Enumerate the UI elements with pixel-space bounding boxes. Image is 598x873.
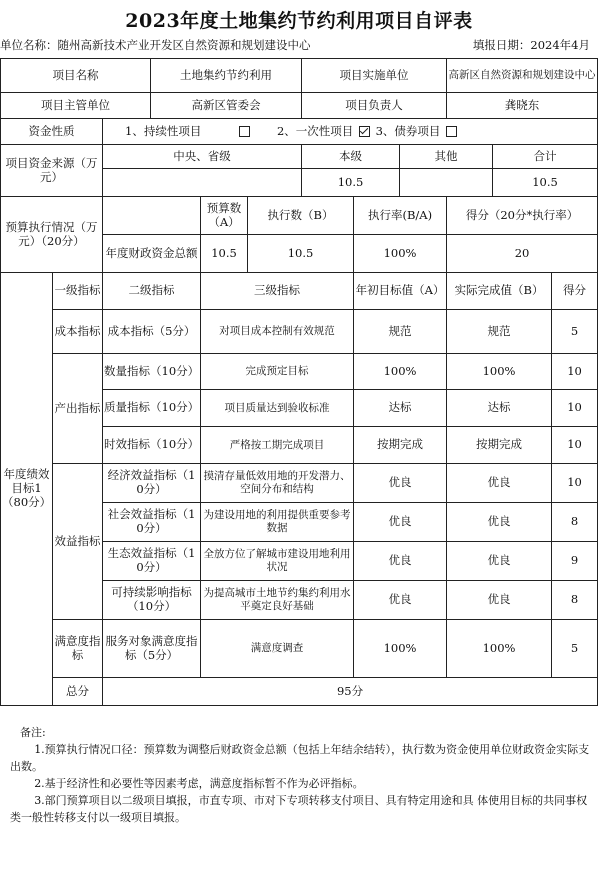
fill-date: [473, 37, 590, 53]
target-cell: 100%: [354, 354, 447, 390]
l2-cell: 可持续影响指标（10分）: [103, 581, 201, 620]
l1-benefit: 效益指标: [53, 464, 103, 620]
l3-cell: 摸清存量低效用地的开发潜力、空间分布和结构: [201, 464, 354, 503]
h-l1: 一级指标: [53, 273, 103, 310]
unit-name: [0, 37, 311, 53]
score-cell: 10: [552, 427, 598, 464]
l3-cell: 为提高城市土地节约集约利用水平奠定良好基础: [201, 581, 354, 620]
l3-cell: 全放方位了解城市建设用地利用状况: [201, 542, 354, 581]
l2-cell: 服务对象满意度指标（5分）: [103, 620, 201, 678]
owner-label: 项目负责人: [302, 93, 447, 119]
notes: [10, 724, 590, 826]
project-name-value: 土地集约节约利用: [151, 59, 302, 93]
h-l3: 三级指标: [201, 273, 354, 310]
score-cell: 10: [552, 390, 598, 427]
continuous-checkbox[interactable]: [239, 126, 250, 137]
target-cell: 优良: [354, 503, 447, 542]
val-central: [103, 169, 302, 197]
note-1: 1.预算执行情况口径：预算数为调整后财政资金总额（包括上年结余结转），执行数为资金使用单位财政资金实际支出数。: [10, 743, 590, 774]
fund-nature-label: 资金性质: [1, 119, 103, 145]
budget-corner: [103, 197, 201, 235]
page-title: 2023年度土地集约节约利用项目自评表: [125, 10, 473, 32]
note-3: 3.部门预算项目以二级项目填报，市直专项、市对下专项转移支付项目、具有特定用途和具 体使用目标的共同事权类一般性转移支付以一级项目填报。: [10, 794, 588, 825]
h-budget: 预算数（A）: [201, 197, 248, 235]
l2-cell: 质量指标（10分）: [103, 390, 201, 427]
target-cell: 优良: [354, 581, 447, 620]
val-total: 10.5: [493, 169, 598, 197]
h-target: 年初目标值（A）: [354, 273, 447, 310]
evaluation-table: [0, 58, 598, 706]
dept-value: 高新区管委会: [151, 93, 302, 119]
val-local: 10.5: [302, 169, 400, 197]
l3-cell: 严格按工期完成项目: [201, 427, 354, 464]
score-cell: 5: [552, 620, 598, 678]
fund-source-label: 项目资金来源（万元）: [1, 145, 103, 197]
score-cell: 9: [552, 542, 598, 581]
col-central: 中央、省级: [103, 145, 302, 169]
option-continuous: 1、持续性项目: [125, 123, 202, 138]
l3-cell: 为建设用地的利用提供重要参考数据: [201, 503, 354, 542]
project-name-label: 项目名称: [1, 59, 151, 93]
unit-value: 随州高新技术产业开发区自然资源和规划建设中心: [57, 38, 311, 52]
col-local: 本级: [302, 145, 400, 169]
actual-cell: 达标: [447, 390, 552, 427]
actual-cell: 规范: [447, 310, 552, 354]
l2-cell: 数量指标（10分）: [103, 354, 201, 390]
fund-nature-options: [103, 119, 598, 145]
target-cell: 优良: [354, 542, 447, 581]
target-cell: 按期完成: [354, 427, 447, 464]
table-row: [1, 310, 598, 354]
v-exec: 10.5: [248, 235, 354, 273]
val-other: [400, 169, 493, 197]
h-l2: 二级指标: [103, 273, 201, 310]
v-budget: 10.5: [201, 235, 248, 273]
target-cell: 优良: [354, 464, 447, 503]
date-label: 填报日期：: [472, 38, 531, 52]
dept-label: 项目主管单位: [1, 93, 151, 119]
l3-cell: 完成预定目标: [201, 354, 354, 390]
v-rate: 100%: [354, 235, 447, 273]
impl-unit-value: 高新区自然资源和规划建设中心: [447, 59, 598, 93]
score-cell: 8: [552, 581, 598, 620]
score-cell: 8: [552, 503, 598, 542]
table-row: [1, 620, 598, 678]
l2-cell: 社会效益指标（10分）: [103, 503, 201, 542]
l2-cell: 成本指标（5分）: [103, 310, 201, 354]
actual-cell: 优良: [447, 542, 552, 581]
budget-label: 预算执行情况（万元）（20分）: [1, 197, 103, 273]
l3-cell: 对项目成本控制有效规范: [201, 310, 354, 354]
l2-cell: 生态效益指标（10分）: [103, 542, 201, 581]
total-value: 95分: [103, 678, 598, 706]
l2-cell: 经济效益指标（10分）: [103, 464, 201, 503]
h-exec: 执行数（B）: [248, 197, 354, 235]
l1-output: 产出指标: [53, 354, 103, 464]
table-row: [1, 354, 598, 390]
date-value: 2024年4月: [530, 38, 590, 52]
option-bond: 3、债券项目: [375, 123, 441, 138]
target-cell: 100%: [354, 620, 447, 678]
option-onetime: 2、一次性项目: [276, 123, 354, 138]
h-score: 得分（20分*执行率）: [447, 197, 598, 235]
l3-cell: 满意度调查: [201, 620, 354, 678]
actual-cell: 优良: [447, 503, 552, 542]
onetime-checkbox[interactable]: [359, 126, 370, 137]
l1-cost: 成本指标: [53, 310, 103, 354]
score-cell: 10: [552, 354, 598, 390]
actual-cell: 优良: [447, 464, 552, 503]
actual-cell: 按期完成: [447, 427, 552, 464]
score-cell: 10: [552, 464, 598, 503]
l1-satisfaction: 满意度指标: [53, 620, 103, 678]
h-rate: 执行率(B/A): [354, 197, 447, 235]
col-total: 合计: [493, 145, 598, 169]
notes-head: 备注:: [20, 726, 46, 739]
total-label: 总分: [53, 678, 103, 706]
note-2: 2.基于经济性和必要性等因素考虑，满意度指标暂不作为必评指标。: [34, 777, 364, 791]
l3-cell: 项目质量达到验收标准: [201, 390, 354, 427]
owner-value: 龚晓东: [447, 93, 598, 119]
table-row: [1, 464, 598, 503]
unit-label: 单位名称：: [0, 38, 58, 52]
col-other: 其他: [400, 145, 493, 169]
target-cell: 达标: [354, 390, 447, 427]
target-cell: 规范: [354, 310, 447, 354]
h-perf-score: 得分: [552, 273, 598, 310]
actual-cell: 100%: [447, 620, 552, 678]
impl-unit-label: 项目实施单位: [302, 59, 447, 93]
perf-label: 年度绩效目标1（80分）: [1, 273, 53, 706]
actual-cell: 优良: [447, 581, 552, 620]
bond-checkbox[interactable]: [446, 126, 457, 137]
actual-cell: 100%: [447, 354, 552, 390]
l2-cell: 时效指标（10分）: [103, 427, 201, 464]
h-actual: 实际完成值（B）: [447, 273, 552, 310]
score-cell: 5: [552, 310, 598, 354]
budget-row-label: 年度财政资金总额: [103, 235, 201, 273]
v-score: 20: [447, 235, 598, 273]
